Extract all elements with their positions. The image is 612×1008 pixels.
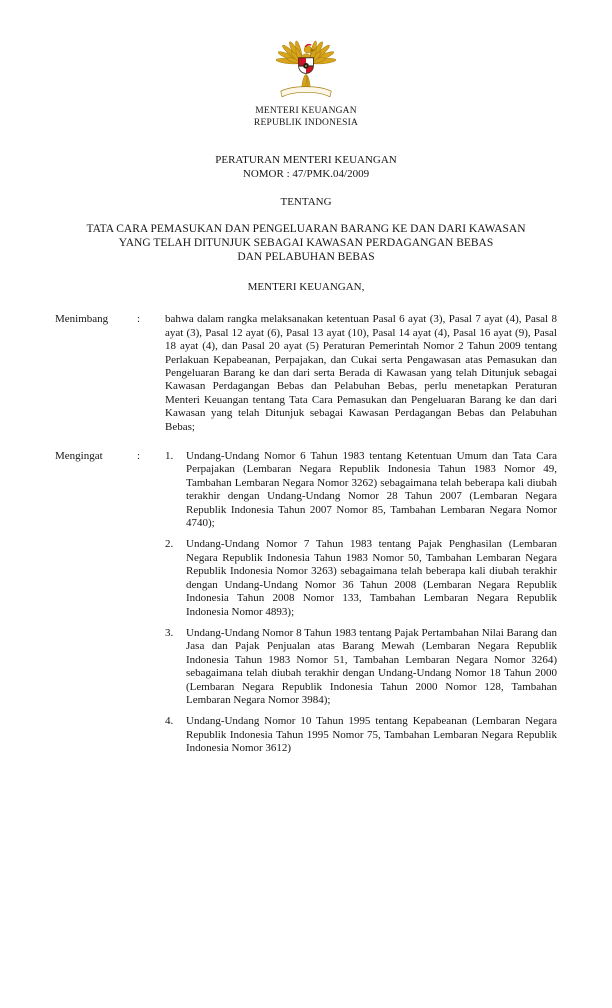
item-text: Undang-Undang Nomor 6 Tahun 1983 tentang Ketentuan Umum dan Tata Cara Perpajakan (Lembaran Negara Republik Indonesia Tahun 1983 Nomor 49, Tambahan Lembaran Negara Nomor 3262) sebagaimana telah beberapa kali diubah terakhir dengan Undang-Undang Nomor 28 Tahun 2007 (Lembaran Negara Republik Indonesia Tahun 2007 Nomor 85, Tambahan Lembaran Negara Nomor 4740); [186, 450, 557, 530]
legal-basis-item-3 [165, 627, 557, 707]
garuda-icon [260, 26, 352, 106]
ministry-name: MENTERI KEUANGAN [255, 106, 357, 116]
item-text: Undang-Undang Nomor 10 Tahun 1995 tentang Kepabeanan (Lembaran Negara Republik Indonesia Tahun 1995 Nomor 75, Tambahan Lembaran Negara Republik Indonesia Nomor 3612) [186, 715, 557, 755]
item-number: 4. [165, 715, 174, 728]
tentang-label: TENTANG [280, 196, 332, 208]
regulation-title: PERATURAN MENTERI KEUANGAN [215, 154, 397, 166]
menimbang-colon: : [137, 313, 141, 326]
regulation-title-block [55, 154, 557, 181]
legal-basis-item-1 [165, 450, 557, 530]
legal-basis-item-2 [165, 538, 557, 618]
menimbang-label: Menimbang [55, 313, 109, 326]
garuda-pancasila-emblem [55, 26, 557, 106]
republic-name: REPUBLIK INDONESIA [253, 117, 359, 128]
issuer-line: MENTERI KEUANGAN, [247, 281, 365, 294]
mengingat-colon: : [137, 450, 141, 463]
item-number: 1. [165, 450, 174, 463]
mengingat-section [55, 450, 557, 756]
mengingat-label: Mengingat [55, 450, 103, 463]
menimbang-text: bahwa dalam rangka melaksanakan ketentuan Pasal 6 ayat (3), Pasal 7 ayat (4), Pasal 8 ayat (3), Pasal 12 ayat (6), Pasal 13 ayat (10), Pasal 14 ayat (4), Pasal 16 ayat (9), Pasal 18 ayat (4), dan Pasal 20 ayat (5) Peraturan Pemerintah Nomor 2 Tahun 2009 tentang Perlakuan Kepabeanan, Perpajakan, dan Cukai serta Pengawasan atas Pemasukan dan Pengeluaran Barang ke dan dari serta Berada di Kawasan yang telah Ditunjuk sebagai Kawasan Perdagangan Bebas dan Pelabuhan Bebas, perlu menetapkan Peraturan Menteri Keuangan tentang Tata Cara Pemasukan dan Pengeluaran Barang ke dan dari Kawasan yang telah Ditunjuk sebagai Kawasan Perdagangan Bebas dan Pelabuhan Bebas; [165, 313, 557, 433]
subject-line-3: DAN PELABUHAN BEBAS [237, 250, 375, 263]
subject-title [55, 223, 557, 264]
mengingat-list [165, 450, 557, 756]
item-text: Undang-Undang Nomor 7 Tahun 1983 tentang Pajak Penghasilan (Lembaran Negara Republik Indonesia Tahun 1983 Nomor 50, Tambahan Lembaran Negara Republik Indonesia Nomor 3263) sebagaimana telah beberapa kali diubah terakhir dengan Undang-Undang Nomor 36 Tahun 2008 (Lembaran Negara Republik Indonesia Tahun 2008 Nomor 133, Tambahan Lembaran Negara Republik Indonesia Nomor 4893); [186, 538, 557, 618]
item-number: 2. [165, 538, 174, 551]
subject-line-1: TATA CARA PEMASUKAN DAN PENGELUARAN BARANG KE DAN DARI KAWASAN [86, 223, 526, 235]
subject-line-2: YANG TELAH DITUNJUK SEBAGAI KAWASAN PERDAGANGAN BEBAS [118, 236, 494, 249]
legal-basis-item-4 [165, 715, 557, 755]
regulation-number: NOMOR : 47/PMK.04/2009 [242, 167, 370, 180]
menimbang-section [55, 313, 557, 434]
item-number: 3. [165, 626, 174, 639]
item-text: Undang-Undang Nomor 8 Tahun 1983 tentang Pajak Pertambahan Nilai Barang dan Jasa dan Pajak Penjualan atas Barang Mewah (Lembaran Negara Republik Indonesia Tahun 1983 Nomor 51, Tambahan Lembaran Negara Nomor 3264) sebagaimana telah diubah terakhir dengan Undang-Undang Nomor 18 Tahun 2000 (Lembaran Negara Republik Indonesia Tahun 2000 Nomor 128, Tambahan Lembaran Negara Nomor 3984); [186, 626, 557, 706]
